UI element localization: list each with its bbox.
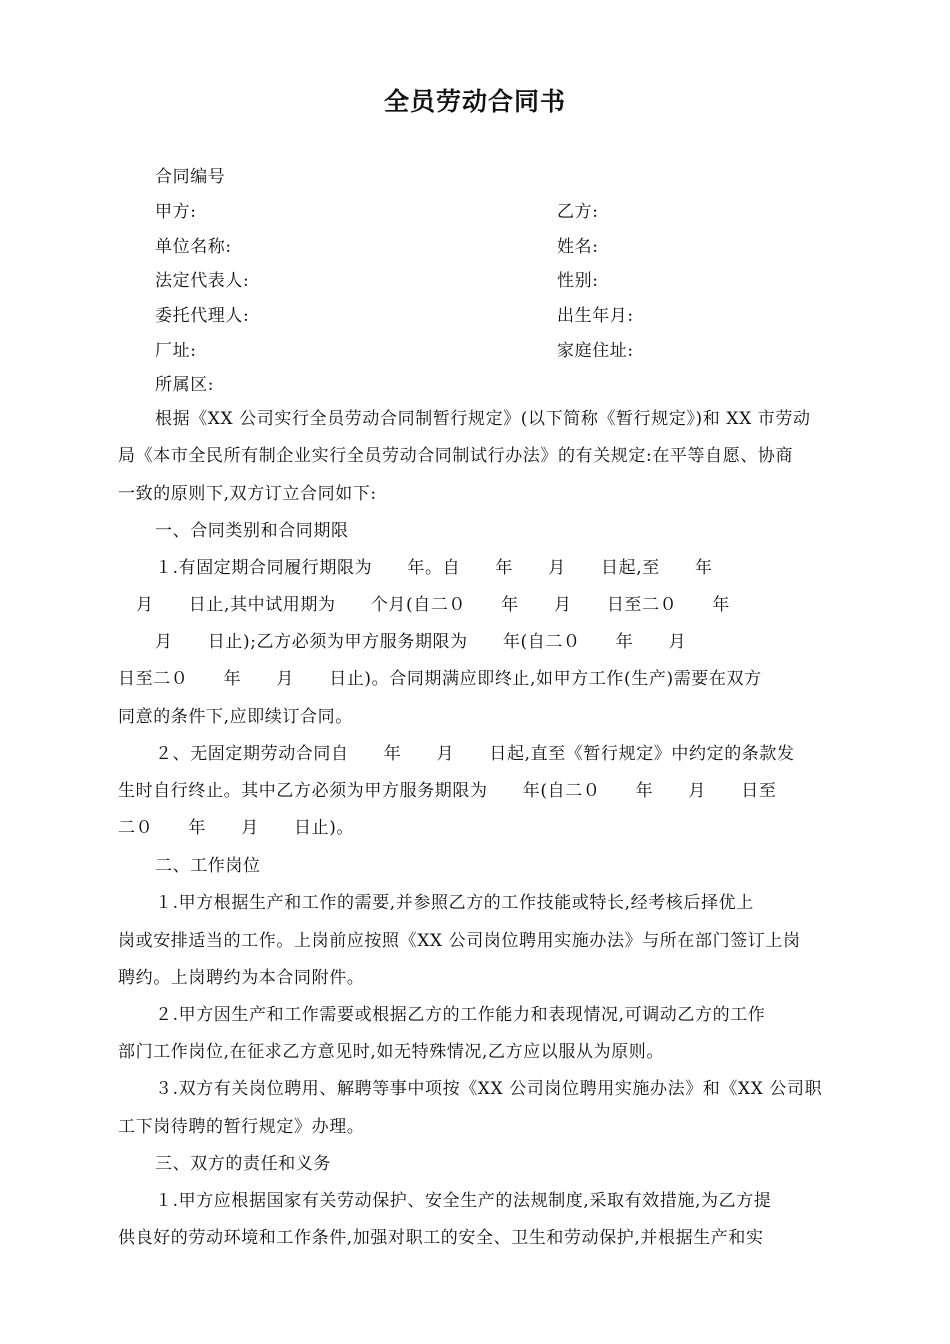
body-line: １.甲方应根据国家有关劳动保护、安全生产的法规制度,采取有效措施,为乙方提: [155, 1191, 772, 1211]
body-line: 同意的条件下,应即续订合同。: [118, 707, 353, 727]
party-a-label: 甲方:: [155, 202, 197, 222]
home-address-label: 家庭住址:: [557, 341, 634, 361]
body-line: ２.甲方因生产和工作需要或根据乙方的工作能力和表现情况,可调动乙方的工作: [155, 1005, 766, 1025]
birth-date-label: 出生年月:: [557, 306, 634, 326]
section-heading: 二、工作岗位: [155, 856, 261, 876]
body-line: ２、无固定期劳动合同自 年 月 日起,直至《暂行规定》中约定的条款发: [155, 744, 795, 764]
document-title: 全员劳动合同书: [383, 87, 566, 116]
body-line: 局《本市全民所有制企业实行全员劳动合同制试行办法》的有关规定:在平等自愿、协商: [118, 446, 794, 466]
unit-name-label: 单位名称:: [155, 237, 232, 257]
body-line: 月 日止);乙方必须为甲方服务期限为 年(自二０ 年 月: [155, 632, 687, 652]
body-line: 根据《XX 公司实行全员劳动合同制暂行规定》(以下简称《暂行规定》)和 XX 市劳动: [155, 409, 811, 429]
body-line: １.甲方根据生产和工作的需要,并参照乙方的工作技能或特长,经考核后择优上: [155, 893, 754, 913]
section-heading: 一、合同类别和合同期限: [155, 521, 349, 541]
body-line: 月 日止,其中试用期为 个月(自二０ 年 月 日至二０ 年: [136, 595, 731, 615]
body-line: 供良好的劳动环境和工作条件,加强对职工的安全、卫生和劳动保护,并根据生产和实: [118, 1228, 764, 1248]
legal-representative-label: 法定代表人:: [155, 271, 250, 291]
body-line: 二０ 年 月 日止)。: [118, 818, 355, 838]
body-line: 部门工作岗位,在征求乙方意见时,如无特殊情况,乙方应以服从为原则。: [118, 1042, 665, 1062]
section-heading: 三、双方的责任和义务: [155, 1154, 331, 1174]
district-label: 所属区:: [155, 375, 215, 395]
name-label: 姓名:: [557, 237, 599, 257]
factory-address-label: 厂址:: [155, 341, 197, 361]
body-line: 岗或安排适当的工作。上岗前应按照《XX 公司岗位聘用实施办法》与所在部门签订上岗: [118, 931, 801, 951]
agent-label: 委托代理人:: [155, 306, 250, 326]
body-line: 工下岗待聘的暂行规定》办理。: [118, 1117, 365, 1137]
gender-label: 性别:: [557, 271, 599, 291]
body-line: 日至二０ 年 月 日止)。合同期满应即终止,如甲方工作(生产)需要在双方: [118, 669, 762, 689]
party-b-label: 乙方:: [557, 202, 599, 222]
body-line: 聘约。上岗聘约为本合同附件。: [118, 968, 365, 988]
body-line: 一致的原则下,双方订立合同如下:: [118, 484, 377, 504]
contract-number-label: 合同编号: [155, 167, 226, 187]
body-line: ３.双方有关岗位聘用、解聘等事中项按《XX 公司岗位聘用实施办法》和《XX 公司职: [155, 1079, 823, 1099]
body-line: １.有固定期合同履行期限为 年。自 年 月 日起,至 年: [155, 558, 713, 578]
body-line: 生时自行终止。其中乙方必须为甲方服务期限为 年(自二０ 年 月 日至: [118, 781, 777, 801]
